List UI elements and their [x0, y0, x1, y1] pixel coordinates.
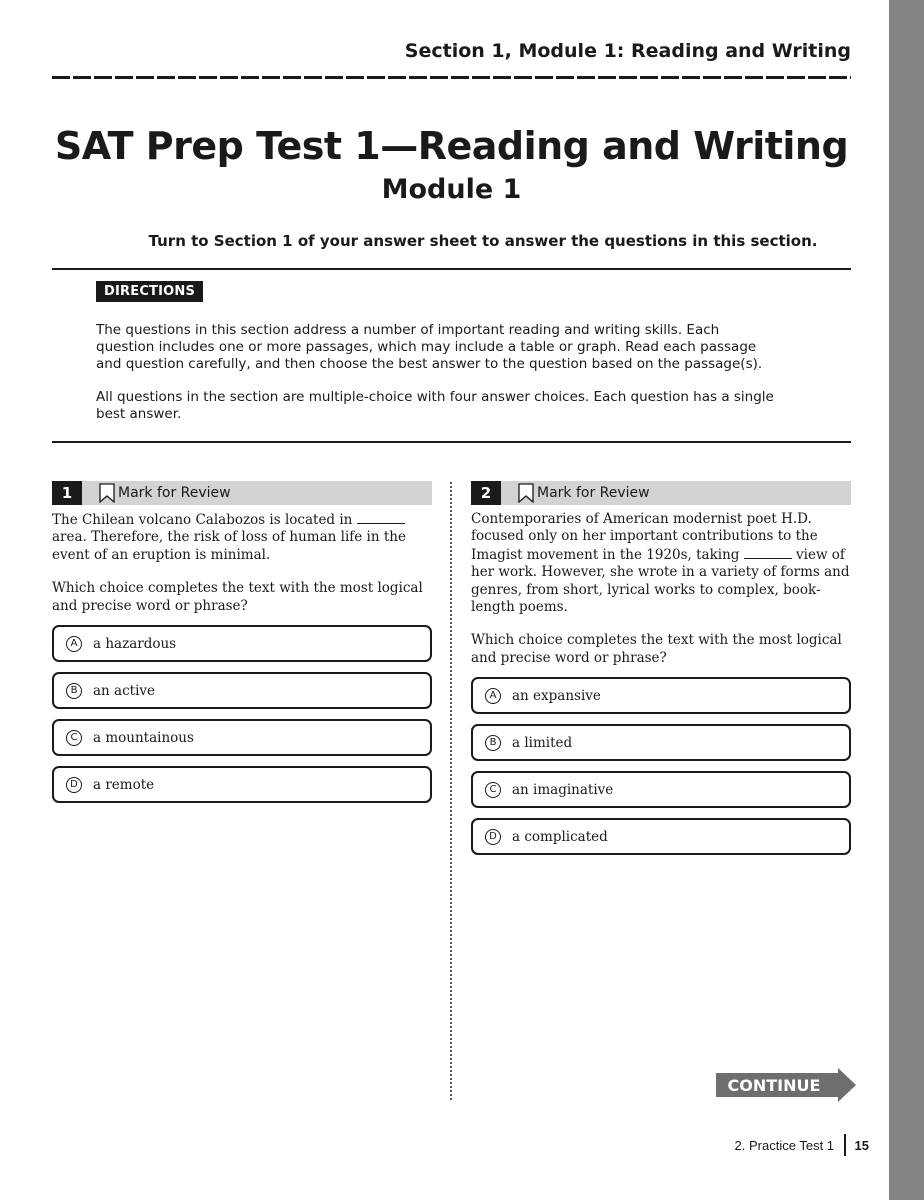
- choice-c[interactable]: [52, 719, 432, 756]
- answer-sheet-instruction: Turn to Section 1 of your answer sheet to answer the questions in this section.: [148, 232, 818, 250]
- footer-separator: [844, 1134, 846, 1156]
- header-dash-rule: [52, 76, 851, 79]
- choice-c[interactable]: [471, 771, 851, 808]
- blank-line: [744, 546, 792, 559]
- question-number: 2: [471, 481, 501, 505]
- answer-choices: [52, 625, 432, 803]
- module-title: Module 1: [381, 174, 522, 205]
- mark-for-review-button[interactable]: Mark for Review: [118, 485, 231, 501]
- choice-b[interactable]: [471, 724, 851, 761]
- passage-text-before: The Chilean volcano Calabozos is located in: [52, 512, 353, 528]
- choice-text: an expansive: [512, 687, 601, 704]
- footer-chapter: 2. Practice Test 1: [734, 1137, 835, 1153]
- choice-letter-circle: C: [485, 782, 501, 798]
- choice-letter-circle: A: [485, 688, 501, 704]
- continue-label: CONTINUE: [727, 1075, 821, 1095]
- page-title: SAT Prep Test 1—Reading and Writing: [54, 124, 849, 168]
- question-passage: [52, 511, 432, 564]
- mark-for-review-button[interactable]: Mark for Review: [537, 485, 650, 501]
- choice-text: a complicated: [512, 828, 608, 845]
- answer-choices: [471, 677, 851, 855]
- directions-paragraph-1: The questions in this section address a number of important reading and writing skills. Each question includes one or more passages, which may include a table or graph. Read each passage and question carefully, and then choose the best answer to the question based on the passage(s).: [96, 322, 763, 372]
- page-edge-bar: [889, 0, 924, 1200]
- directions-paragraph-2: All questions in the section are multiple-choice with four answer choices. Each question has a single best answer.: [96, 389, 774, 422]
- question-prompt: Which choice completes the text with the most logical and precise word or phrase?: [471, 632, 842, 666]
- continue-button[interactable]: [716, 1068, 856, 1102]
- choice-d[interactable]: [471, 818, 851, 855]
- choice-a[interactable]: [471, 677, 851, 714]
- column-divider: [450, 482, 452, 1100]
- choice-letter-circle: A: [66, 636, 82, 652]
- blank-line: [357, 511, 405, 524]
- choice-letter-circle: D: [66, 777, 82, 793]
- bookmark-icon[interactable]: [99, 483, 115, 503]
- choice-a[interactable]: [52, 625, 432, 662]
- directions-label: DIRECTIONS: [96, 281, 203, 302]
- directions-top-rule: [52, 268, 851, 270]
- question-number: 1: [52, 481, 82, 505]
- question-2-header: [471, 481, 851, 505]
- choice-text: a hazardous: [93, 635, 177, 652]
- passage-text-before: Contemporaries of American modernist poet H.D. focused only on her important contributions to the Imagist movement in the 1920s, taking: [471, 511, 818, 563]
- choice-letter-circle: B: [66, 683, 82, 699]
- choice-text: a mountainous: [93, 729, 194, 746]
- choice-text: a limited: [512, 734, 573, 751]
- question-prompt: Which choice completes the text with the most logical and precise word or phrase?: [52, 580, 423, 614]
- choice-text: an imaginative: [512, 781, 614, 798]
- choice-d[interactable]: [52, 766, 432, 803]
- choice-letter-circle: C: [66, 730, 82, 746]
- question-1: [52, 481, 432, 813]
- choice-text: a remote: [93, 776, 155, 793]
- question-2: [471, 481, 851, 865]
- passage-text-after: view of her work. However, she wrote in a variety of forms and genres, from short, lyrical works to complex, book-length poems.: [471, 546, 850, 616]
- bookmark-icon[interactable]: [518, 483, 534, 503]
- page-number: 15: [854, 1137, 869, 1153]
- choice-b[interactable]: [52, 672, 432, 709]
- question-passage: [471, 511, 851, 616]
- passage-text-after: area. Therefore, the risk of loss of human life in the event of an eruption is minimal.: [52, 529, 406, 563]
- choice-text: an active: [93, 682, 156, 699]
- choice-letter-circle: B: [485, 735, 501, 751]
- directions-bottom-rule: [52, 441, 851, 443]
- section-header: Section 1, Module 1: Reading and Writing: [404, 40, 851, 62]
- question-1-header: [52, 481, 432, 505]
- page-footer: [735, 1134, 869, 1156]
- choice-letter-circle: D: [485, 829, 501, 845]
